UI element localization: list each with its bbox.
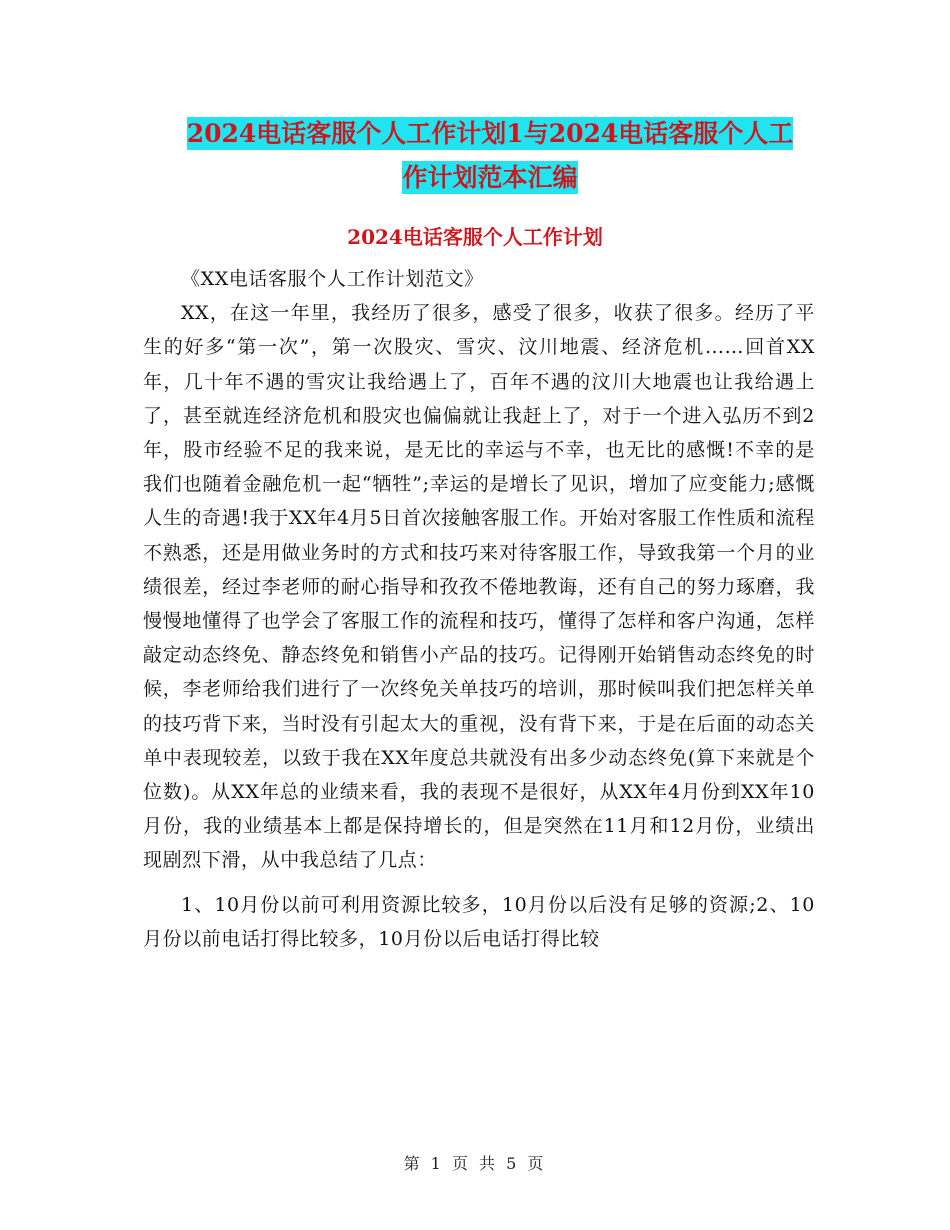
document-title-line-2: 作计划范本汇编 [402, 163, 578, 192]
paragraph-points: 1、10月份以前可利用资源比较多，10月份以后没有足够的资源;2、10月份以前电话打得比较多，10月份以后电话打得比较 [143, 893, 815, 950]
paragraph-main: XX，在这一年里，我经历了很多，感受了很多，收获了很多。经历了平生的好多“第一次”，第一次股灾、雪灾、汶川地震、经济危机……回首XX年，几十年不遇的雪灾让我给遇上了，百年不遇的汶川大地震也让我给遇上了，甚至就连经济危机和股灾也偏偏就让我赶上了，对于一个进入弘历不到2年，股市经验不足的我来说，是无比的幸运与不幸，也无比的感慨!不幸的是我们也随着金融危机一起“牺牲”;幸运的是增长了见识，增加了应变能力;感慨人生的奇遇!我于XX年4月5日首次接触客服工作。开始对客服工作性质和流程不熟悉，还是用做业务时的方式和技巧来对待客服工作，导致我第一个月的业绩很差，经过李老师的耐心指导和孜孜不倦地教诲，还有自己的努力琢磨，我慢慢地懂得了也学会了客服工作的流程和技巧，懂得了怎样和客户沟通，怎样敲定动态终免、静态终免和销售小产品的技巧。记得刚开始销售动态终免的时候，李老师给我们进行了一次终免关单技巧的培训，那时候叫我们把怎样关单的技巧背下来，当时没有引起太大的重视，没有背下来，于是在后面的动态关单中表现较差，以致于我在XX年度总共就没有出多少动态终免(算下来就是个位数)。从XX年总的业绩来看，我的表现不是很好，从XX年4月份到XX年10月份，我的业绩基本上都是保持增长的，但是突然在11月和12月份，业绩出现剧烈下滑，从中我总结了几点： [143, 302, 815, 872]
document-body [143, 262, 815, 956]
paragraph-subtitle: 《XX电话客服个人工作计划范文》 [181, 268, 484, 290]
section-title: 2024电话客服个人工作计划 [347, 225, 603, 249]
document-title [140, 112, 840, 200]
page-number-footer: 第 1 页 共 5 页 [403, 1154, 547, 1173]
document-title-line-1: 2024电话客服个人工作计划1与2024电话客服个人工 [186, 119, 794, 148]
